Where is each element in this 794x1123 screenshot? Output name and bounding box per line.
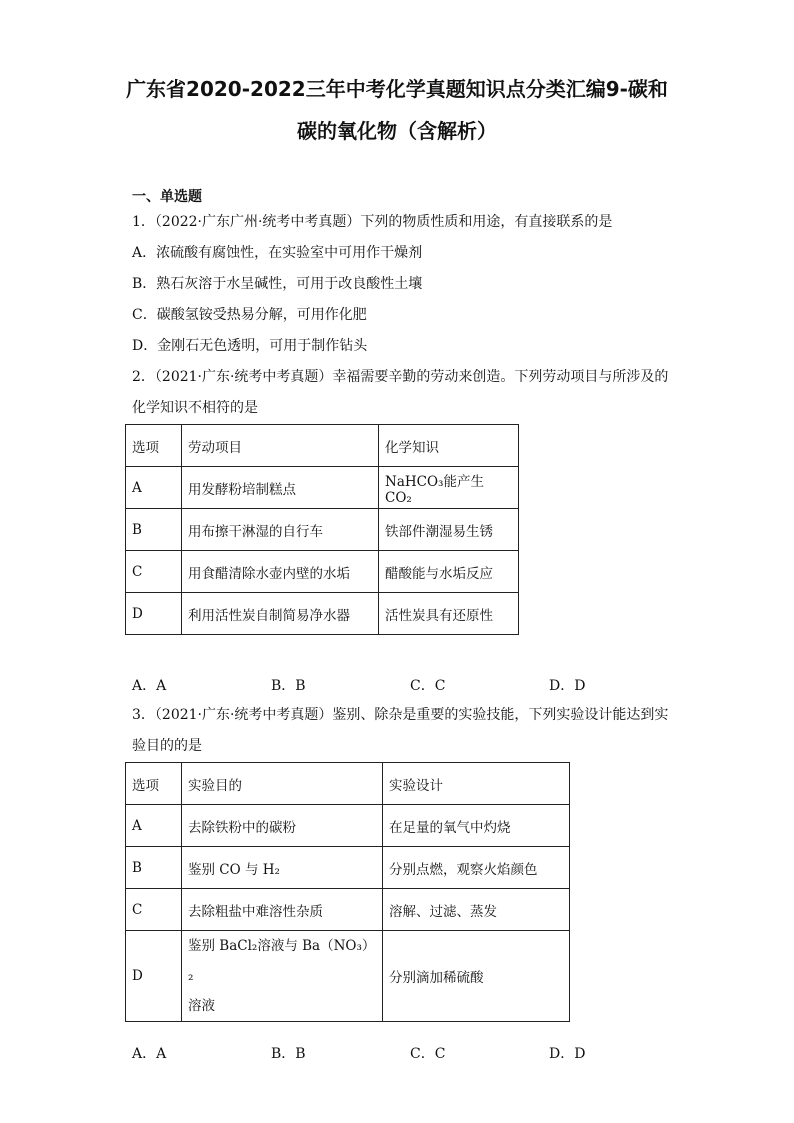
- table-cell: C: [126, 889, 182, 931]
- q2-choice-d: D．D: [549, 678, 586, 694]
- table-header-cell: 实验设计: [383, 763, 570, 805]
- q2-table: [125, 424, 519, 635]
- table-cell: A: [126, 467, 182, 509]
- table-cell: 去除铁粉中的碳粉: [182, 805, 383, 847]
- q2-choice-b: B．B: [271, 678, 306, 694]
- table-cell: 鉴别 CO 与 H₂: [182, 847, 383, 889]
- table-header-cell: 劳动项目: [182, 425, 379, 467]
- table-header-cell: 选项: [126, 763, 182, 805]
- q3-choice-c: C．C: [410, 1046, 446, 1062]
- q1-option-d: D．金刚石无色透明，可用于制作钻头: [132, 338, 368, 354]
- table-cell: 铁部件潮湿易生锈: [379, 509, 519, 551]
- table-cell: D: [126, 931, 182, 1022]
- table-cell: NaHCO₃能产生 CO₂: [379, 467, 519, 509]
- cell-line: 溶液: [188, 998, 215, 1014]
- table-cell: 用发酵粉培制糕点: [182, 467, 379, 509]
- q2-choice-c: C．C: [410, 678, 446, 694]
- table-cell: 用布擦干淋湿的自行车: [182, 509, 379, 551]
- table-row: [126, 931, 570, 1022]
- table-cell: [182, 931, 383, 1022]
- table-row: [126, 805, 570, 847]
- q2-stem-line1: 2．（2021·广东·统考中考真题）幸福需要辛勤的劳动来创造。下列劳动项目与所涉及的: [132, 369, 669, 385]
- table-row: [126, 467, 519, 509]
- table-header-row: [126, 425, 519, 467]
- table-cell: 用食醋清除水壶内壁的水垢: [182, 551, 379, 593]
- q2-stem-line2: 化学知识不相符的是: [132, 400, 258, 416]
- q3-table: [125, 762, 570, 1022]
- table-cell: 溶解、过滤、蒸发: [383, 889, 570, 931]
- table-cell: 分别滴加稀硫酸: [383, 931, 570, 1022]
- table-cell: 利用活性炭自制简易净水器: [182, 593, 379, 635]
- table-row: [126, 847, 570, 889]
- table-cell: C: [126, 551, 182, 593]
- q3-choice-d: D．D: [549, 1046, 586, 1062]
- table-header-cell: 选项: [126, 425, 182, 467]
- table-row: [126, 551, 519, 593]
- table-cell: 醋酸能与水垢反应: [379, 551, 519, 593]
- table-cell: 去除粗盐中难溶性杂质: [182, 889, 383, 931]
- q2-choice-a: A．A: [132, 678, 167, 694]
- q1-option-c: C．碳酸氢铵受热易分解，可用作化肥: [132, 307, 367, 323]
- q1-option-b: B．熟石灰溶于水呈碱性，可用于改良酸性土壤: [132, 276, 423, 292]
- table-row: [126, 889, 570, 931]
- table-cell: A: [126, 805, 182, 847]
- page-title: 广东省2020-2022三年中考化学真题知识点分类汇编9-碳和碳的氧化物（含解析）: [126, 77, 668, 143]
- q3-choice-b: B．B: [271, 1046, 306, 1062]
- table-row: [126, 509, 519, 551]
- q1-option-a: A．浓硫酸有腐蚀性，在实验室中可用作干燥剂: [132, 245, 423, 261]
- cell-line: 鉴别 BaCl₂溶液与 Ba（NO₃）₂: [188, 938, 376, 984]
- q3-choice-a: A．A: [132, 1046, 167, 1062]
- table-cell: 在足量的氧气中灼烧: [383, 805, 570, 847]
- q1-stem: 1．（2022·广东广州·统考中考真题）下列的物质性质和用途，有直接联系的是: [132, 214, 613, 230]
- section-heading: 一、单选题: [132, 189, 202, 205]
- table-cell: 分别点燃，观察火焰颜色: [383, 847, 570, 889]
- table-cell: D: [126, 593, 182, 635]
- table-cell: B: [126, 509, 182, 551]
- q3-stem-line1: 3．（2021·广东·统考中考真题）鉴别、除杂是重要的实验技能，下列实验设计能达到实: [132, 707, 669, 723]
- table-header-cell: 实验目的: [182, 763, 383, 805]
- table-cell: B: [126, 847, 182, 889]
- table-header-row: [126, 763, 570, 805]
- table-header-cell: 化学知识: [379, 425, 519, 467]
- table-cell: 活性炭具有还原性: [379, 593, 519, 635]
- q3-stem-line2: 验目的的是: [132, 738, 202, 754]
- table-row: [126, 593, 519, 635]
